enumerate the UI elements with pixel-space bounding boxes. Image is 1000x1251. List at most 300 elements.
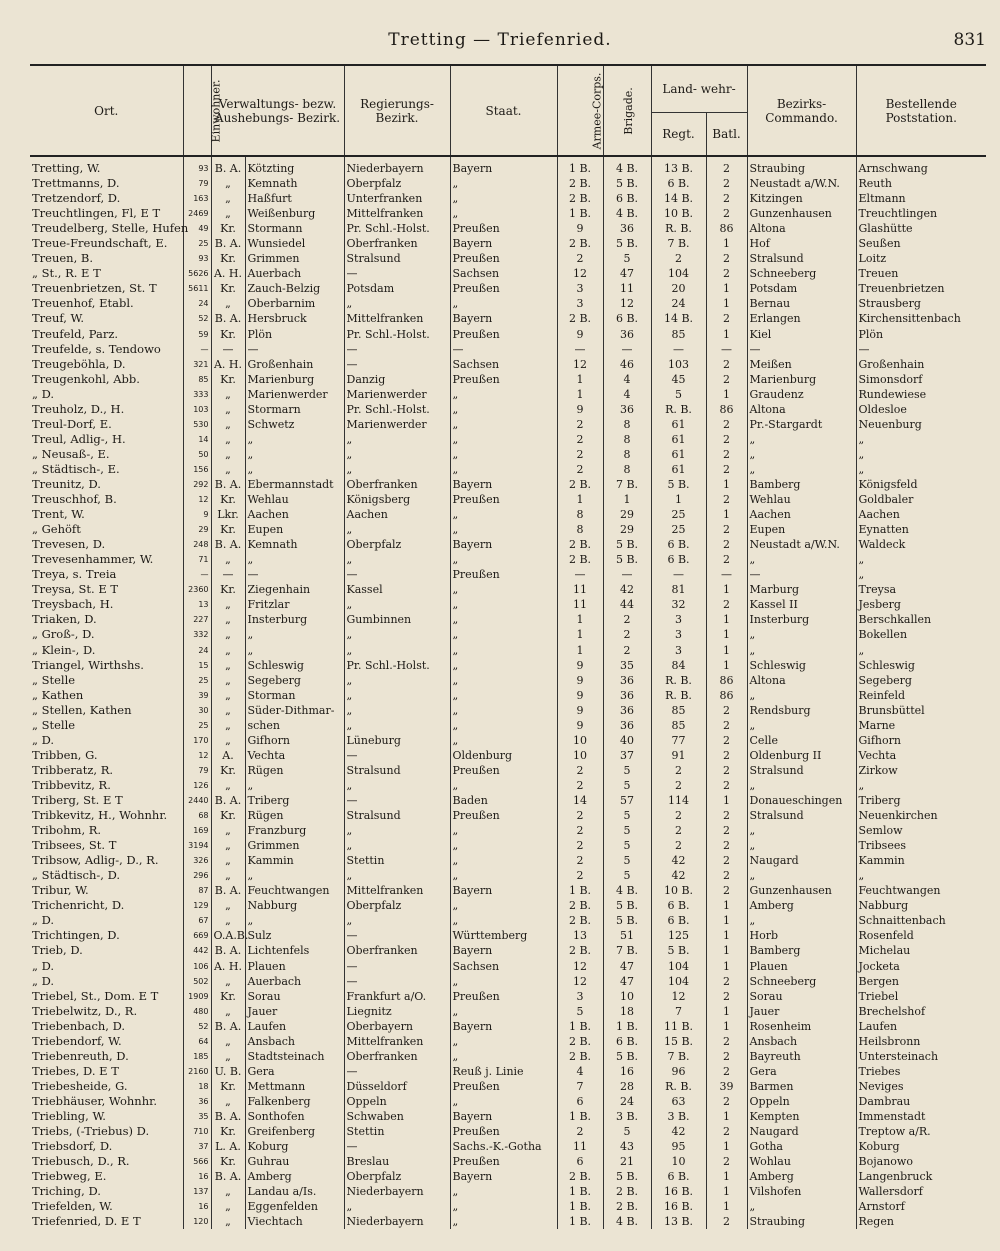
table-cell: Barmen xyxy=(747,1079,856,1094)
table-cell: 35 xyxy=(183,1109,211,1124)
table-cell: — xyxy=(706,342,747,357)
table-cell: 2 xyxy=(706,311,747,326)
table-cell: 2 xyxy=(706,1049,747,1064)
table-cell: 81 xyxy=(651,582,706,597)
table-cell: 9 xyxy=(557,673,603,688)
table-cell: Bayern xyxy=(450,1169,557,1184)
table-cell: — xyxy=(856,342,986,357)
table-cell: Altona xyxy=(747,673,856,688)
table-cell: 46 xyxy=(603,357,651,372)
table-cell: „ xyxy=(856,778,986,793)
table-row xyxy=(30,221,986,236)
table-cell: 49 xyxy=(183,221,211,236)
table-cell: „ xyxy=(450,643,557,658)
table-cell: Schleswig xyxy=(245,658,344,673)
table-cell: A. xyxy=(211,748,245,763)
table-cell: Preußen xyxy=(450,327,557,342)
table-cell: — xyxy=(211,567,245,582)
table-row xyxy=(30,462,986,477)
table-cell: „ xyxy=(450,1184,557,1199)
table-cell: „ xyxy=(245,627,344,642)
table-row xyxy=(30,206,986,221)
table-cell: 332 xyxy=(183,627,211,642)
table-cell: 2 xyxy=(651,838,706,853)
table-cell: „ xyxy=(245,913,344,928)
table-cell: 1 B. xyxy=(557,1214,603,1229)
table-cell: B. A. xyxy=(211,1019,245,1034)
table-cell: Berschkallen xyxy=(856,612,986,627)
table-cell: 2 B. xyxy=(603,1199,651,1214)
table-cell: 9 xyxy=(557,221,603,236)
table-row xyxy=(30,1184,986,1199)
table-cell: U. B. xyxy=(211,1064,245,1079)
table-cell: „ xyxy=(211,823,245,838)
table-cell: Kempten xyxy=(747,1109,856,1124)
table-cell: Tribsees, St. T xyxy=(32,838,117,853)
table-cell: „ xyxy=(747,778,856,793)
table-cell: Schleswig xyxy=(747,658,856,673)
table-cell: Bayern xyxy=(450,943,557,958)
table-cell: 2360 xyxy=(183,582,211,597)
table-cell: Wehlau xyxy=(245,492,344,507)
table-cell: Preußen xyxy=(450,492,557,507)
table-cell: 2 xyxy=(557,251,603,266)
table-cell: Bojanowo xyxy=(856,1154,986,1169)
table-cell: 5 xyxy=(603,868,651,883)
table-cell: „ xyxy=(211,1214,245,1229)
table-row xyxy=(30,808,986,823)
table-row xyxy=(30,958,986,973)
table-cell: Frankfurt a/O. xyxy=(344,989,450,1004)
table-cell: 321 xyxy=(183,357,211,372)
table-cell: 9 xyxy=(557,703,603,718)
table-cell: Schnaittenbach xyxy=(856,913,986,928)
table-cell: Untersteinach xyxy=(856,1049,986,1064)
table-cell: Aachen xyxy=(747,507,856,522)
table-cell: — xyxy=(450,342,557,357)
page-number: 831 xyxy=(953,30,986,50)
table-cell: 25 xyxy=(183,718,211,733)
table-cell: Trevesen, D. xyxy=(32,537,106,552)
table-cell: „ xyxy=(747,552,856,567)
table-cell: „ xyxy=(211,1094,245,1109)
table-cell: Gumbinnen xyxy=(344,612,450,627)
table-row xyxy=(30,989,986,1004)
table-cell: 1 xyxy=(557,612,603,627)
table-cell: Trent, W. xyxy=(32,507,85,522)
table-cell: 47 xyxy=(603,266,651,281)
table-cell: Kemnath xyxy=(245,176,344,191)
table-cell: Gera xyxy=(747,1064,856,1079)
table-cell: B. A. xyxy=(211,1109,245,1124)
table-cell: Koburg xyxy=(856,1139,986,1154)
page-title: Tretting — Triefenried. xyxy=(388,30,612,50)
table-cell: Amberg xyxy=(245,1169,344,1184)
table-cell: Sonthofen xyxy=(245,1109,344,1124)
table-cell: Tribsow, Adlig-, D., R. xyxy=(32,853,159,868)
table-cell: 2 xyxy=(706,251,747,266)
table-cell: Oberpfalz xyxy=(344,176,450,191)
table-cell: Plauen xyxy=(747,958,856,973)
table-cell: 16 xyxy=(603,1064,651,1079)
table-cell: 2 xyxy=(706,853,747,868)
table-cell: „ xyxy=(211,447,245,462)
table-cell: „ Kathen xyxy=(32,687,84,702)
table-cell: Schneeberg xyxy=(747,266,856,281)
table-cell: 137 xyxy=(183,1184,211,1199)
table-cell: 1 xyxy=(706,943,747,958)
col-batl: Batl. xyxy=(706,113,747,157)
table-cell: Potsdam xyxy=(747,281,856,296)
table-cell: „ xyxy=(211,913,245,928)
table-cell: Aachen xyxy=(245,507,344,522)
table-cell: Kiel xyxy=(747,327,856,342)
table-cell: „ xyxy=(856,432,986,447)
table-cell: Oberpfalz xyxy=(344,537,450,552)
table-cell: 333 xyxy=(183,387,211,402)
table-cell: 1 xyxy=(706,1199,747,1214)
table-cell: 156 xyxy=(183,462,211,477)
table-cell: Kötzting xyxy=(245,156,344,176)
table-cell: 11 xyxy=(557,582,603,597)
table-cell: 1 xyxy=(706,1169,747,1184)
table-row xyxy=(30,1169,986,1184)
table-cell: Mittelfranken xyxy=(344,206,450,221)
table-cell: 9 xyxy=(557,658,603,673)
table-cell: Naugard xyxy=(747,853,856,868)
table-cell: 4 B. xyxy=(603,883,651,898)
table-cell: 1 xyxy=(706,612,747,627)
table-cell: Niederbayern xyxy=(344,1184,450,1199)
table-cell: — xyxy=(557,567,603,582)
table-cell: Stadtsteinach xyxy=(245,1049,344,1064)
table-cell: Eltmann xyxy=(856,191,986,206)
table-row xyxy=(30,176,986,191)
table-cell: 2 B. xyxy=(557,477,603,492)
table-cell: 3 xyxy=(557,296,603,311)
table-row xyxy=(30,236,986,251)
table-cell: — xyxy=(344,974,450,989)
table-row xyxy=(30,296,986,311)
table-cell: Marienwerder xyxy=(245,387,344,402)
table-cell: „ xyxy=(211,658,245,673)
table-cell: Treudelberg, Stelle, Hufen xyxy=(32,221,189,236)
table-cell: 2 xyxy=(706,989,747,1004)
table-cell: Kr. xyxy=(211,1154,245,1169)
table-row xyxy=(30,1004,986,1019)
table-cell: „ D. xyxy=(32,913,55,928)
table-cell: 1 xyxy=(603,492,651,507)
table-cell: — xyxy=(344,958,450,973)
table-cell: 3 xyxy=(557,989,603,1004)
table-cell: Neuenburg xyxy=(856,417,986,432)
table-cell: 35 xyxy=(603,658,651,673)
table-row xyxy=(30,251,986,266)
table-cell: „ xyxy=(747,462,856,477)
table-cell: „ xyxy=(211,1049,245,1064)
table-cell: 2 xyxy=(706,838,747,853)
table-cell: „ xyxy=(344,522,450,537)
table-cell: Bayern xyxy=(450,1109,557,1124)
table-cell: Tribkevitz, H., Wohnhr. xyxy=(32,808,168,823)
table-cell: 2 xyxy=(706,1214,747,1229)
table-cell: 5 B. xyxy=(603,537,651,552)
table-cell: Treugenkohl, Abb. xyxy=(32,371,140,386)
table-cell: „ xyxy=(450,522,557,537)
table-cell: Triebelwitz, D., R. xyxy=(32,1003,138,1018)
table-cell: Bayern xyxy=(450,477,557,492)
table-cell: 248 xyxy=(183,537,211,552)
table-row xyxy=(30,567,986,582)
table-cell: 87 xyxy=(183,883,211,898)
table-cell: „ xyxy=(450,402,557,417)
table-cell: 9 xyxy=(183,507,211,522)
table-cell: „ xyxy=(211,838,245,853)
table-cell: 84 xyxy=(651,658,706,673)
table-cell: Tretting, W. xyxy=(30,156,183,176)
table-cell: „ xyxy=(856,643,986,658)
table-cell: „ xyxy=(450,1214,557,1229)
table-cell: Wohlau xyxy=(747,1154,856,1169)
table-cell: 36 xyxy=(603,327,651,342)
table-cell: Jesberg xyxy=(856,597,986,612)
table-cell: 1 xyxy=(651,492,706,507)
table-cell: 2 xyxy=(706,492,747,507)
table-row xyxy=(30,492,986,507)
table-cell: 85 xyxy=(651,327,706,342)
table-cell: Segeberg xyxy=(856,673,986,688)
table-cell: 2 xyxy=(557,1124,603,1139)
table-row xyxy=(30,1079,986,1094)
table-cell: 2 xyxy=(557,853,603,868)
table-cell: Graudenz xyxy=(747,387,856,402)
table-row xyxy=(30,311,986,326)
table-row xyxy=(30,1109,986,1124)
table-cell: Kr. xyxy=(211,989,245,1004)
table-cell: Mettmann xyxy=(245,1079,344,1094)
table-cell: 1 xyxy=(557,372,603,387)
table-cell: R. B. xyxy=(651,673,706,688)
table-cell: 36 xyxy=(603,221,651,236)
table-row xyxy=(30,1019,986,1034)
table-cell: Neviges xyxy=(856,1079,986,1094)
table-cell: 36 xyxy=(603,688,651,703)
table-cell: 86 xyxy=(706,402,747,417)
table-cell: 47 xyxy=(603,958,651,973)
table-row xyxy=(30,898,986,913)
table-cell: 227 xyxy=(183,612,211,627)
table-cell: 85 xyxy=(651,718,706,733)
table-cell: Tribsees xyxy=(856,838,986,853)
table-cell: 5 xyxy=(557,1004,603,1019)
table-cell: 4 B. xyxy=(603,156,651,176)
table-cell: 292 xyxy=(183,477,211,492)
table-cell: 4 xyxy=(603,387,651,402)
table-cell: Bayern xyxy=(450,537,557,552)
table-cell: 1 B. xyxy=(557,1184,603,1199)
table-cell: 39 xyxy=(706,1079,747,1094)
table-cell: Pr. Schl.-Holst. xyxy=(344,402,450,417)
table-cell: 1 xyxy=(706,928,747,943)
table-cell: 1 B. xyxy=(557,883,603,898)
table-cell: „ xyxy=(211,417,245,432)
table-cell: „ xyxy=(211,462,245,477)
table-cell: 5 B. xyxy=(651,943,706,958)
table-cell: Oberfranken xyxy=(344,1049,450,1064)
table-cell: 2 xyxy=(706,808,747,823)
table-cell: 1 xyxy=(706,1004,747,1019)
table-cell: Rendsburg xyxy=(747,703,856,718)
table-cell: 11 xyxy=(557,597,603,612)
table-cell: Altona xyxy=(747,221,856,236)
table-cell: 2 B. xyxy=(557,311,603,326)
table-cell: Triebling, W. xyxy=(32,1108,106,1123)
table-cell: 1909 xyxy=(183,989,211,1004)
table-cell: Regen xyxy=(856,1214,986,1229)
table-row xyxy=(30,507,986,522)
table-cell: 2 B. xyxy=(557,913,603,928)
table-cell: 2469 xyxy=(183,206,211,221)
table-cell: 6 B. xyxy=(603,1034,651,1049)
table-cell: Zirkow xyxy=(856,763,986,778)
table-cell: 1 xyxy=(706,1139,747,1154)
table-cell: 2 xyxy=(706,748,747,763)
table-cell: Stralsund xyxy=(344,808,450,823)
table-cell: Bergen xyxy=(856,974,986,989)
table-cell: „ Städtisch-, E. xyxy=(32,461,120,476)
table-cell: 16 xyxy=(183,1169,211,1184)
table-cell: R. B. xyxy=(651,221,706,236)
table-cell: 2 xyxy=(557,763,603,778)
table-cell: 1 xyxy=(706,387,747,402)
table-cell: 86 xyxy=(706,221,747,236)
table-cell: 6 B. xyxy=(603,311,651,326)
table-cell: 61 xyxy=(651,432,706,447)
table-cell: „ xyxy=(245,778,344,793)
table-cell: 2 B. xyxy=(557,236,603,251)
table-cell: Treunitz, D. xyxy=(32,477,101,491)
table-cell: Triefelden, W. xyxy=(32,1199,113,1214)
table-row xyxy=(30,1064,986,1079)
table-cell: „ xyxy=(211,387,245,402)
table-cell: 2 xyxy=(706,206,747,221)
table-cell: „ xyxy=(450,627,557,642)
table-cell: 1 B. xyxy=(557,1109,603,1124)
table-row xyxy=(30,643,986,658)
table-cell: Franzburg xyxy=(245,823,344,838)
table-cell: Eynatten xyxy=(856,522,986,537)
table-cell: 2 xyxy=(706,176,747,191)
table-cell: „ xyxy=(747,1199,856,1214)
table-row xyxy=(30,913,986,928)
table-row xyxy=(30,838,986,853)
table-cell: 18 xyxy=(603,1004,651,1019)
table-cell: Treuen xyxy=(856,266,986,281)
table-cell: 7 B. xyxy=(603,477,651,492)
table-cell: „ xyxy=(344,778,450,793)
table-cell: Loitz xyxy=(856,251,986,266)
table-cell: „ xyxy=(450,898,557,913)
table-cell: „ xyxy=(211,191,245,206)
table-cell: „ xyxy=(344,838,450,853)
table-row xyxy=(30,402,986,417)
table-cell: 2 B. xyxy=(603,1184,651,1199)
table-cell: „ xyxy=(450,1034,557,1049)
table-cell: Plön xyxy=(856,327,986,342)
table-cell: 5 xyxy=(651,387,706,402)
table-cell: „ xyxy=(211,643,245,658)
table-body xyxy=(30,156,986,1229)
table-cell: 77 xyxy=(651,733,706,748)
table-cell: Arnstorf xyxy=(856,1199,986,1214)
table-cell: Rundewiese xyxy=(856,387,986,402)
table-cell: 6 xyxy=(557,1094,603,1109)
table-cell: — xyxy=(747,567,856,582)
table-cell: Triefenried, D. E T xyxy=(32,1214,141,1229)
table-cell: „ xyxy=(211,898,245,913)
table-cell: Treysa, St. E T xyxy=(32,582,119,597)
table-cell: 114 xyxy=(651,793,706,808)
table-cell: Ebermannstadt xyxy=(245,477,344,492)
table-cell: 2 xyxy=(557,432,603,447)
table-cell: 18 xyxy=(183,1079,211,1094)
table-cell: Pr. Schl.-Holst. xyxy=(344,327,450,342)
table-cell: B. A. xyxy=(211,537,245,552)
table-cell: 103 xyxy=(183,402,211,417)
table-cell: 13 xyxy=(183,597,211,612)
table-cell: 502 xyxy=(183,974,211,989)
table-cell: Vechta xyxy=(856,748,986,763)
table-cell: 7 xyxy=(557,1079,603,1094)
table-cell: Stettin xyxy=(344,853,450,868)
table-cell: 1 B. xyxy=(557,1199,603,1214)
table-cell: Feuchtwangen xyxy=(245,883,344,898)
table-cell: 1 xyxy=(706,507,747,522)
table-cell: Glashütte xyxy=(856,221,986,236)
table-cell: „ xyxy=(450,853,557,868)
table-cell: Hersbruck xyxy=(245,311,344,326)
col-post: Bestellende Poststation. xyxy=(856,66,986,156)
table-cell: 13 xyxy=(557,928,603,943)
table-cell: Mittelfranken xyxy=(344,311,450,326)
table-cell: 3 xyxy=(651,612,706,627)
table-cell: „ St., R. E T xyxy=(32,266,101,281)
table-cell: 2 xyxy=(706,191,747,206)
table-cell: O.A.B. xyxy=(211,928,245,943)
table-cell: 95 xyxy=(651,1139,706,1154)
table-cell: Goldbaler xyxy=(856,492,986,507)
table-cell: 45 xyxy=(651,372,706,387)
table-cell: Naugard xyxy=(747,1124,856,1139)
table-cell: Amberg xyxy=(747,1169,856,1184)
table-cell: 2 B. xyxy=(557,552,603,567)
table-cell: 20 xyxy=(651,281,706,296)
table-cell: Treuenhof, Etabl. xyxy=(32,296,134,311)
table-cell: 43 xyxy=(603,1139,651,1154)
table-row xyxy=(30,327,986,342)
table-row xyxy=(30,537,986,552)
table-row xyxy=(30,477,986,492)
table-cell: Landau a/Is. xyxy=(245,1184,344,1199)
table-cell: Weißenburg xyxy=(245,206,344,221)
table-cell: 1 xyxy=(557,627,603,642)
table-cell: 6 B. xyxy=(651,898,706,913)
table-row xyxy=(30,1034,986,1049)
table-cell: Kassel xyxy=(344,582,450,597)
table-cell: Nabburg xyxy=(245,898,344,913)
col-regierung: Regierungs- Bezirk. xyxy=(344,66,450,156)
table-cell: Triebsdorf, D. xyxy=(32,1139,113,1154)
